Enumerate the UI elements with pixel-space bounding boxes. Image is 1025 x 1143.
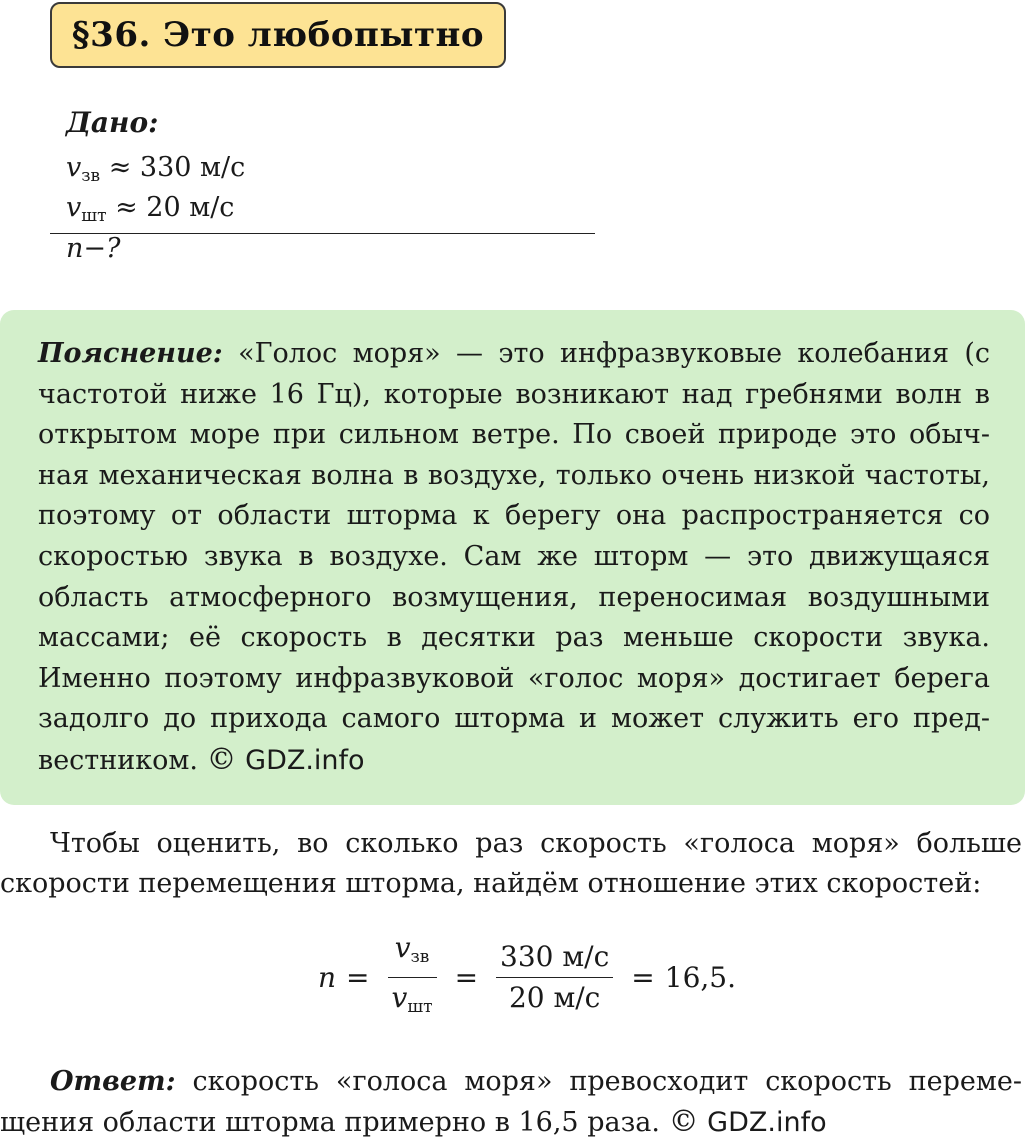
copyright-mark [668,1104,827,1139]
fraction-bar [496,977,613,978]
copyright-icon: © [668,1104,699,1139]
ratio-formula [318,930,736,1019]
given-var: v [66,152,82,183]
fraction-denominator: 20 м/с [508,980,601,1014]
formula-result: 16,5. [664,960,736,994]
copyright-mark [206,741,365,777]
fraction-numerator: 330 м/с [500,939,610,973]
solution-text: Чтобы оценить, во сколько раз скорость «голоса моря» больше скорости перемещения шторма, найдём отношение этих скоростей: [0,828,1022,899]
given-heading: Дано: [66,106,159,139]
answer-label: Ответ: [50,1066,176,1097]
section-title: §36. Это любопытно [71,15,485,55]
fraction-denominator: $v_{шт}$ [391,980,433,1017]
fraction-bar [388,977,437,978]
formula-equals: = [346,960,370,994]
formula-equals: = [454,960,479,994]
fraction-symbolic [388,930,437,1025]
fraction-numerator: $v_{зв}$ [394,930,430,967]
copyright-text: GDZ.info [245,744,365,776]
formula-equals: = [631,960,655,994]
given-value: ≈ 20 м/с [106,192,235,223]
given-subscript: зв [81,166,101,186]
solution-paragraph [0,824,1022,904]
fraction-numeric [496,939,613,1016]
answer-text: скорость «голоса моря» превосходит скорость перемещения области шторма примерно в 16,5 раза. [0,1066,1022,1138]
given-value: ≈ 330 м/с [100,152,246,183]
find-quantity: n−? [66,233,121,264]
copyright-icon: © [206,741,237,777]
formula-lhs: n [318,960,337,994]
given-subscript: шт [81,206,107,226]
given-divider [50,233,595,234]
explanation-text [38,334,990,782]
given-var: v [66,192,82,223]
given-line-sound-speed [66,152,245,186]
section-title-box [50,2,506,68]
answer-block [0,1062,1022,1143]
given-line-storm-speed [66,192,234,226]
copyright-text: GDZ.info [707,1107,827,1138]
explanation-label: Пояснение: [38,338,223,369]
explanation-body: «Голос моря» — это инфразвуковые колебания (с частотой ниже 16 Гц), которые возникают над гребнями волн в открытом море при сильном ветре. По своей природе это обычная механическая волна в воздухе, только очень низкой частоты, поэтому от области шторма к берегу она распространяется со скоростью звука в воздухе. Сам же шторм — это движущаяся область атмосферного возмущения, переносимая воздушными массами; её скорость в десятки раз меньше скорости звука. Именно поэтому инфразвуковой «голос моря» достигает берега задолго до прихода самого шторма и может служить его предвестником. [38,338,990,776]
